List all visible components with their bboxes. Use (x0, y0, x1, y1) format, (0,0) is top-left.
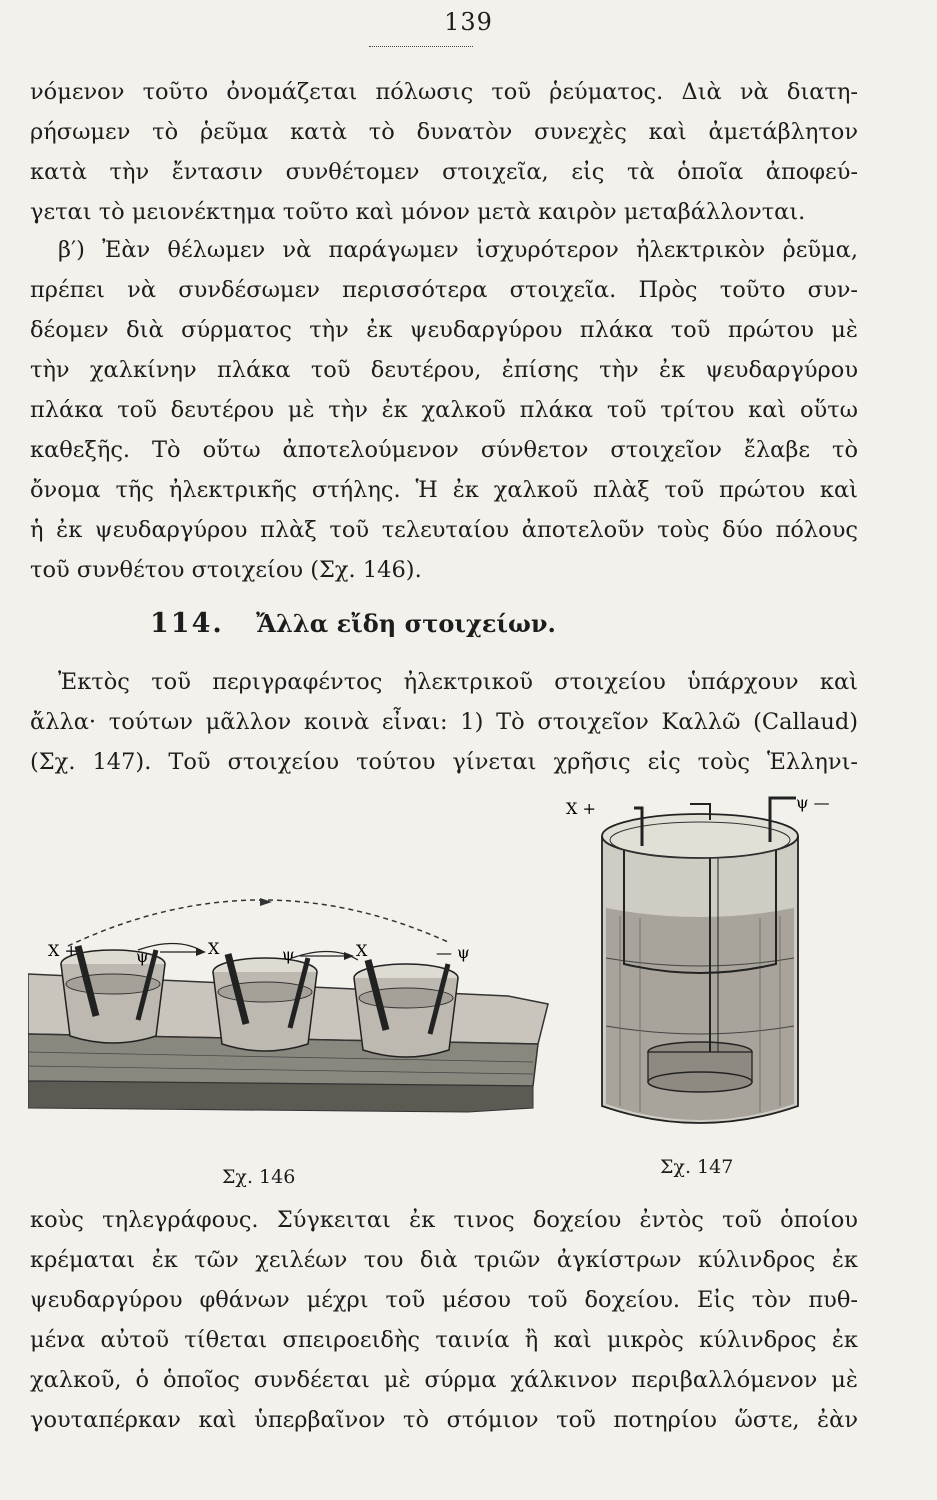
text-line: κρέμαται ἐκ τῶν χειλέων του διὰ τριῶν ἀγκίστρων κύλινδρος ἐκ (30, 1247, 858, 1273)
text-line: γεται τὸ μειονέκτημα τοῦτο καὶ μόνον μετὰ καιρὸν μεταβάλλονται. (30, 199, 806, 225)
header-rule (369, 46, 473, 47)
figure-147-illustration (560, 786, 840, 1154)
section-title: Ἄλλα εἴδη στοιχείων. (256, 609, 556, 638)
paragraph-4 (30, 1200, 858, 1440)
paragraph-1 (30, 72, 858, 232)
text-line: ὄνομα τῆς ἠλεκτρικῆς στήλης. Ἡ ἐκ χαλκοῦ πλὰξ τοῦ πρώτου καὶ (30, 477, 858, 503)
fig146-label: ψ (136, 947, 149, 966)
text-line: ἡ ἐκ ψευδαργύρου πλὰξ τοῦ τελευταίου ἀποτελοῦν τοὺς δύο πόλους (30, 517, 858, 543)
text-line: τὴν χαλκίνην πλάκα τοῦ δευτέρου, ἐπίσης τὴν ἐκ ψευδαργύρου (30, 357, 858, 383)
text-line: τοῦ συνθέτου στοιχείου (Σχ. 146). (30, 557, 422, 583)
text-line: πλάκα τοῦ δευτέρου μὲ τὴν ἐκ χαλκοῦ πλάκα τοῦ τρίτου καὶ οὕτω (30, 397, 858, 423)
text-line: β′) Ἐὰν θέλωμεν νὰ παράγωμεν ἰσχυρότερον ἠλεκτρικὸν ῥεῦμα, (58, 237, 858, 263)
text-line: νόμενον τοῦτο ὀνομάζεται πόλωσις τοῦ ῥεύματος. Διὰ νὰ διατη- (30, 79, 858, 105)
text-line: πρέπει νὰ συνδέσωμεν περισσότερα στοιχεῖα. Πρὸς τοῦτο συν- (30, 277, 858, 303)
text-line: κατὰ τὴν ἔντασιν συνθέτομεν στοιχεῖα, εἰς τὰ ὁποῖα ἀποφεύ- (30, 159, 858, 185)
fig147-label: Χ + (566, 799, 596, 818)
text-line: χαλκοῦ, ὁ ὁποῖος συνδέεται μὲ σύρμα χάλκινον περιβαλλόμενον μὲ (30, 1367, 858, 1393)
text-line: καθεξῆς. Τὸ οὕτω ἀποτελούμενον σύνθετον στοιχεῖον ἔλαβε τὸ (30, 437, 858, 463)
fig146-label: Χ (208, 939, 220, 958)
text-line: Ἐκτὸς τοῦ περιγραφέντος ἠλεκτρικοῦ στοιχείου ὑπάρχουν καὶ (58, 669, 858, 695)
fig146-label: Χ + (48, 941, 78, 960)
text-line: δέομεν διὰ σύρματος τὴν ἐκ ψευδαργύρου πλάκα τοῦ πρώτου μὲ (30, 317, 858, 343)
page-number: 139 (444, 8, 493, 36)
paragraph-3 (30, 662, 858, 782)
text-line: ρήσωμεν τὸ ῥεῦμα κατὰ τὸ δυνατὸν συνεχὲς καὶ ἀμετάβλητον (30, 119, 858, 145)
text-line: ἄλλα· τούτων μᾶλλον κοινὰ εἶναι: 1) Τὸ στοιχεῖον Καλλῶ (Callaud) (30, 709, 858, 735)
text-line: γουταπέρκαν καὶ ὑπερβαῖνον τὸ στόμιον τοῦ ποτηρίου ὥστε, ἐὰν (30, 1407, 858, 1433)
text-line: κοὺς τηλεγράφους. Σύγκειται ἐκ τινος δοχείου ἐντὸς τοῦ ὁποίου (30, 1207, 858, 1233)
fig147-label: ψ — (796, 793, 830, 812)
section-heading (150, 608, 710, 654)
text-line: μένα αὐτοῦ τίθεται σπειροειδὴς ταινία ἢ καὶ μικρὸς κύλινδρος ἐκ (30, 1327, 858, 1353)
text-line: (Σχ. 147). Τοῦ στοιχείου τούτου γίνεται χρῆσις εἰς τοὺς Ἑλληνι- (30, 749, 858, 775)
fig146-label: — ψ (436, 943, 470, 962)
figure-146-caption: Σχ. 146 (222, 1166, 296, 1188)
fig146-label: ψ (282, 945, 295, 964)
figure-146-illustration (28, 876, 550, 1148)
fig146-label: Χ (356, 941, 368, 960)
text-line: ψευδαργύρου φθάνων μέχρι τοῦ μέσου τοῦ δοχείου. Εἰς τὸν πυθ- (30, 1287, 858, 1313)
section-number: 114. (150, 608, 224, 639)
paragraph-2 (30, 230, 858, 590)
figure-147-caption: Σχ. 147 (660, 1156, 734, 1178)
